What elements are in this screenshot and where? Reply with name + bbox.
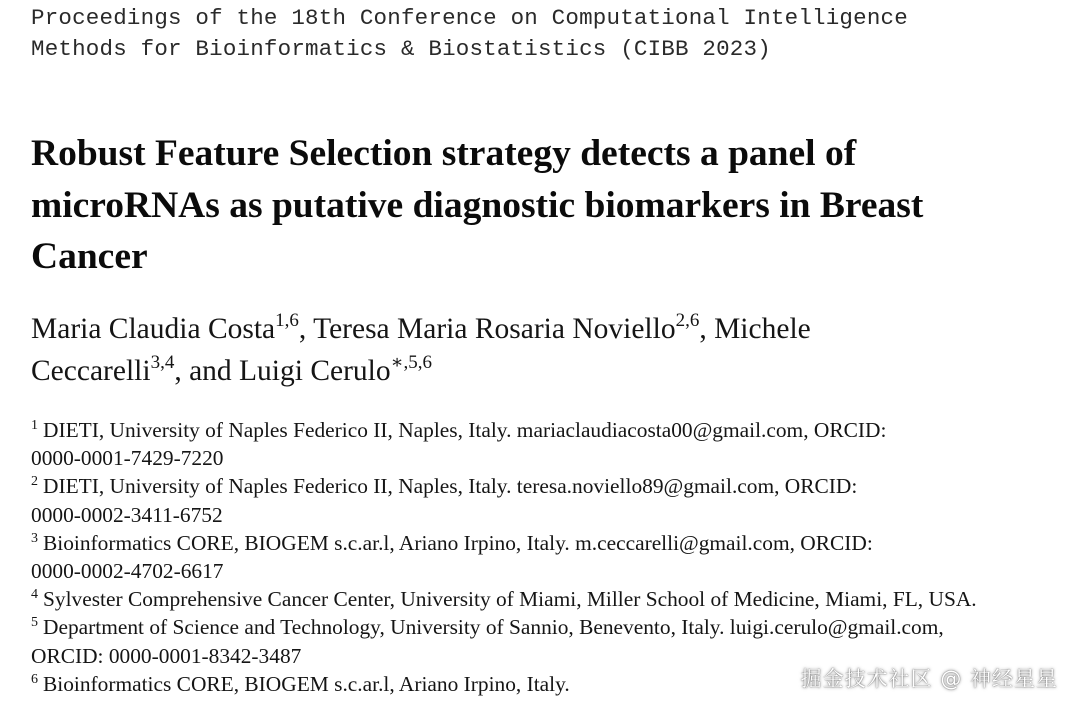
author-name: Maria Claudia Costa: [31, 313, 276, 345]
affiliation-number: 4: [31, 587, 38, 603]
affiliation-marks: 1,6: [275, 310, 299, 331]
affiliation-text: Bioinformatics CORE, BIOGEM s.c.ar.l, Ariano Irpino, Italy.: [43, 671, 570, 696]
author-separator: ,: [699, 313, 715, 345]
affiliation-list: [31, 416, 1076, 698]
affiliation-text: DIETI, University of Naples Federico II, Naples, Italy. mariaclaudiacosta00@gmail.com, ORCID:: [43, 418, 887, 442]
affiliation-row: [31, 585, 1076, 613]
affiliation-marks: 3,4: [150, 352, 175, 373]
affiliation-text: DIETI, University of Naples Federico II, Naples, Italy. teresa.noviello89@gmail.com, ORCID:: [43, 474, 858, 499]
title-line: Cancer: [31, 236, 148, 277]
author-name: Ceccarelli: [31, 355, 151, 387]
title-line: microRNAs as putative diagnostic biomarkers in Breast: [31, 184, 924, 226]
title-line: Robust Feature Selection strategy detects a panel of: [31, 133, 857, 174]
affiliation-number: 3: [31, 530, 38, 546]
author-separator: ,: [298, 313, 314, 345]
affiliation-text: Sylvester Comprehensive Cancer Center, University of Miami, Miller School of Medicine, Miami, FL, USA.: [43, 587, 977, 612]
affiliation-row-continued: 0000-0001-7429-7220: [31, 446, 224, 471]
affiliation-marks: 2,6: [675, 310, 700, 331]
affiliation-text: Bioinformatics CORE, BIOGEM s.c.ar.l, Ariano Irpino, Italy. m.ceccarelli@gmail.com, ORCID:: [43, 530, 873, 555]
author-name: Teresa Maria Rosaria Noviello: [313, 313, 676, 345]
affiliation-row: [31, 613, 1076, 641]
proceedings-line: Proceedings of the 18th Conference on Computational Intelligence: [31, 5, 908, 31]
author-line: [31, 308, 1071, 350]
affiliation-row-continued: 0000-0002-3411-6752: [31, 502, 223, 527]
affiliation-text: Department of Science and Technology, University of Sannio, Benevento, Italy. luigi.cerulo@gmail.com,: [43, 615, 944, 640]
affiliation-number: 6: [31, 671, 38, 687]
proceedings-line: Methods for Bioinformatics & Biostatistics (CIBB 2023): [31, 36, 771, 62]
affiliation-row: [31, 529, 1076, 557]
author-line: [31, 350, 1071, 392]
site-watermark: 掘金技术社区 @ 神经星星: [800, 667, 1058, 691]
affiliation-number: 1: [31, 418, 38, 433]
author-separator: , and: [174, 355, 240, 387]
proceedings-header: [31, 3, 908, 65]
author-name: Michele: [714, 313, 811, 345]
affiliation-number: 2: [31, 474, 38, 490]
affiliation-row-continued: ORCID: 0000-0001-8342-3487: [31, 643, 302, 668]
affiliation-number: 5: [31, 615, 38, 631]
author-name: Luigi Cerulo: [239, 355, 391, 387]
paper-title: [31, 128, 1061, 283]
affiliation-row-continued: 0000-0002-4702-6617: [31, 559, 224, 584]
author-list: [31, 308, 1071, 392]
affiliation-row: [31, 416, 1076, 444]
affiliation-row: [31, 472, 1076, 500]
affiliation-marks: ∗,5,6: [390, 352, 433, 373]
